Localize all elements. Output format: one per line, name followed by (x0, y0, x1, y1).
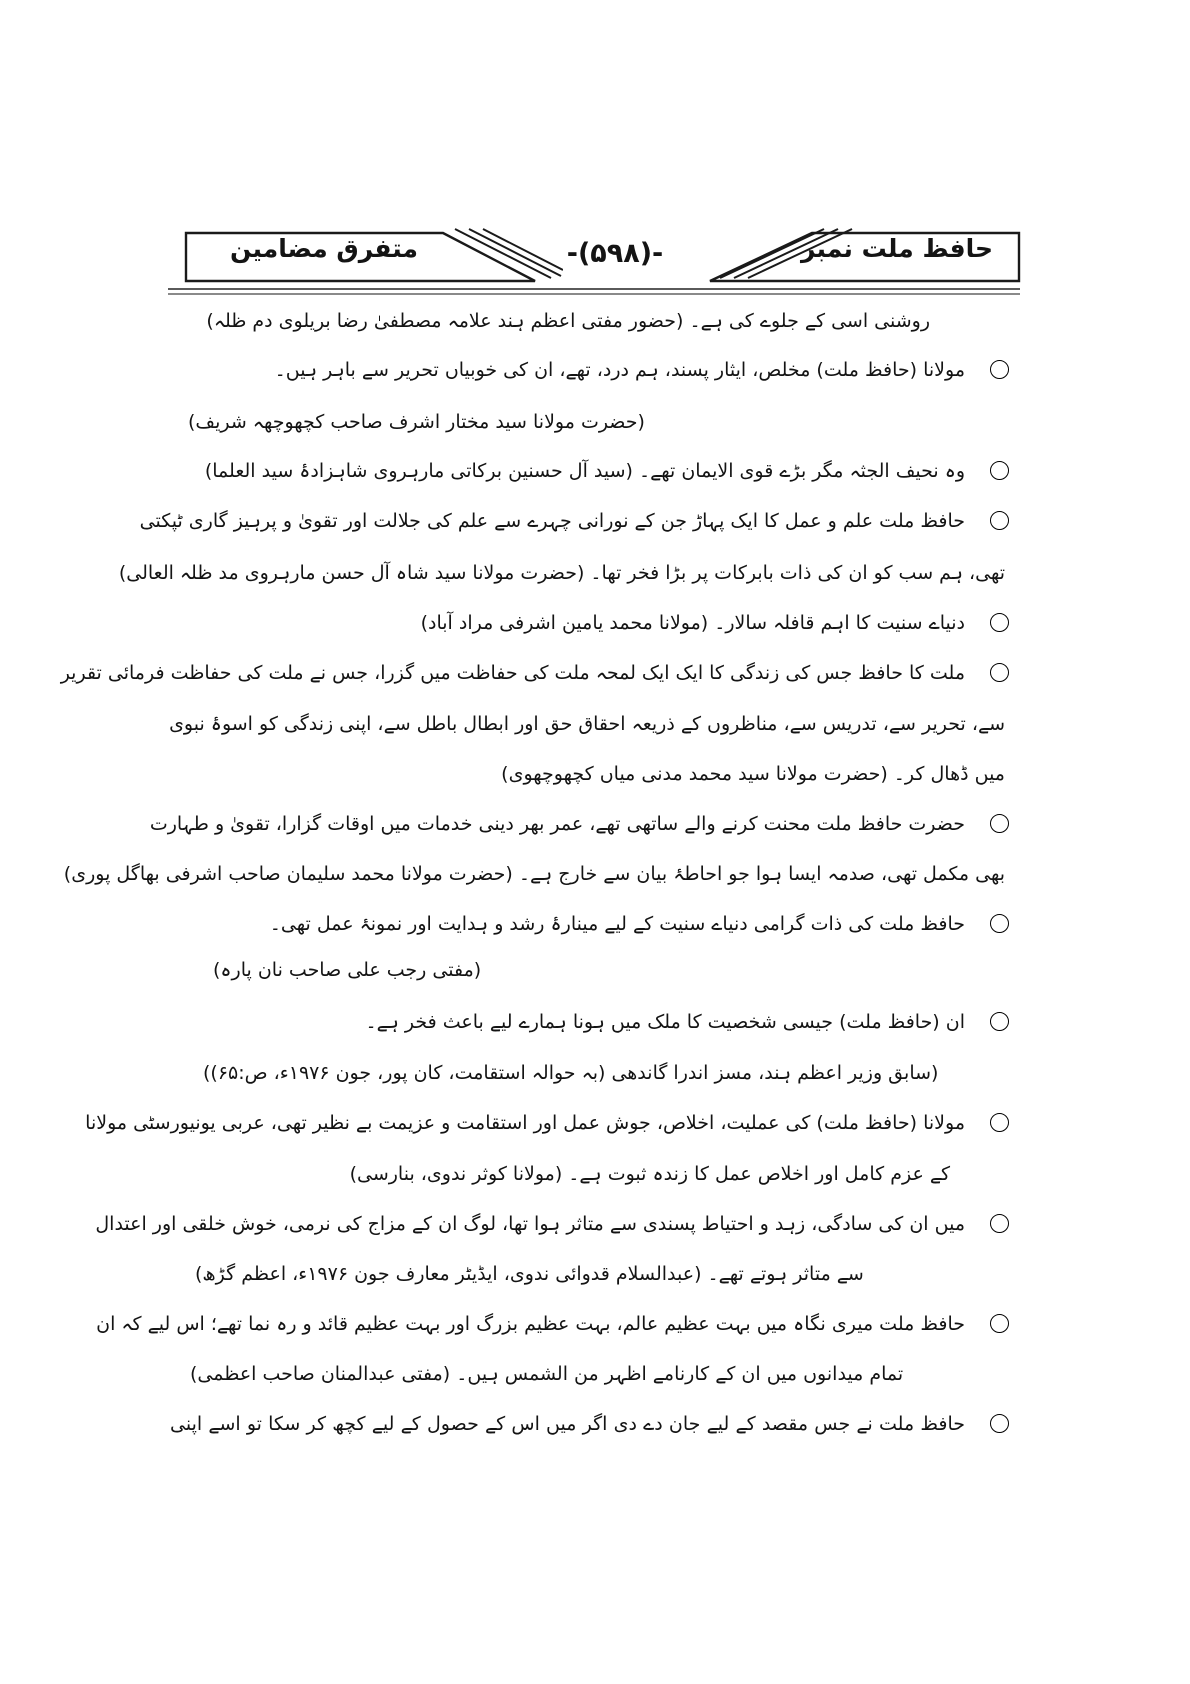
attribution-line: سے متاثر ہوتے تھے۔ (عبدالسلام قدوائی ندوی، ایڈیٹر معارف جون ۱۹۷۶ء، اعظم گڑھ) (195, 1263, 864, 1285)
page-number: -(۵۹۸)- (566, 238, 664, 269)
attribution-line: (حضرت مولانا سید مختار اشرف صاحب کچھوچھہ شریف) (188, 411, 645, 433)
text-line-content: حافظ ملت نے جس مقصد کے لیے جان دے دی اگر میں اس کے حصول کے لیے کچھ کر سکا تو اسے اپنی (170, 1413, 965, 1435)
text-line: بھی مکمل تھی، صدمہ ایسا ہوا جو احاطۂ بیان سے خارج ہے۔ (حضرت مولانا محمد سلیمان صاحب اشرفی بھاگل پوری) (63, 863, 1005, 885)
text-line-content: حافظ ملت کی ذات گرامی دنیاے سنیت کے لیے مینارۂ رشد و ہدایت اور نمونۂ عمل تھی۔ (269, 913, 965, 935)
text-line-content: حضرت حافظ ملت محنت کرنے والے ساتھی تھے، عمر بھر دینی خدمات میں اوقات گزارا، تقویٰ و طہارت (149, 813, 965, 835)
text-line-content: حافظ ملت علم و عمل کا ایک پہاڑ جن کے نورانی چہرے سے علم کی جلالت اور تقویٰ و پرہیز گاری ٹپکتی (139, 510, 965, 532)
attribution-line: تمام میدانوں میں ان کے کارنامے اظہر من الشمس ہیں۔ (مفتی عبدالمنان صاحب اعظمی) (190, 1363, 904, 1385)
text-line-content: وہ نحیف الجثہ مگر بڑے قوی الایمان تھے۔ (سید آل حسنین برکاتی مارہروی شاہزادۂ سید العلما) (204, 460, 965, 482)
bullet-circle-icon (990, 511, 1009, 530)
text-line: روشنی اسی کے جلوے کی ہے۔ (حضور مفتی اعظم ہند علامہ مصطفیٰ رضا بریلوی دم ظلہ) (206, 310, 930, 332)
bullet-circle-icon (990, 1113, 1009, 1132)
bullet-circle-icon (990, 1012, 1009, 1031)
attribution-line: (مفتی رجب علی صاحب نان پارہ) (213, 959, 482, 981)
text-line-content: مولانا (حافظ ملت) کی عملیت، اخلاص، جوش عمل اور استقامت و عزیمت بے نظیر تھی، عربی یونیورسٹی مولانا (85, 1112, 965, 1134)
text-line: سے، تحریر سے، تدریس سے، مناظروں کے ذریعہ احقاق حق اور ابطال باطل سے، اپنی زندگی کو اسوۂ نبوی (169, 713, 1005, 735)
text-line (170, 901, 965, 947)
bullet-circle-icon (990, 814, 1009, 833)
text-line-content: میں ان کی سادگی، زہد و احتیاط پسندی سے متاثر ہوا تھا، لوگ ان کے مزاج کی نرمی، خوش خلقی اور اعتدال (95, 1213, 965, 1235)
bullet-circle-icon (990, 663, 1009, 682)
text-line (170, 448, 965, 494)
header-divider-rule (168, 288, 1020, 295)
text-line (95, 1201, 965, 1247)
text-line-content: ان (حافظ ملت) جیسی شخصیت کا ملک میں ہونا ہمارے لیے باعث فخر ہے۔ (365, 1011, 965, 1033)
bullet-circle-icon (990, 914, 1009, 933)
text-line-content: مولانا (حافظ ملت) مخلص، ایثار پسند، ہم درد، تھے، ان کی خوبیاں تحریر سے باہر ہیں۔ (274, 359, 965, 381)
text-line (85, 1100, 965, 1146)
attribution-line: (سابق وزیر اعظم ہند، مسز اندرا گاندھی (بہ حوالہ استقامت، کان پور، جون ۱۹۷۶ء، ص:۶۵)) (203, 1062, 939, 1084)
header-title-left: متفرق مضامین (230, 234, 418, 263)
text-line-content: حافظ ملت میری نگاہ میں بہت عظیم عالم، بہت عظیم بزرگ اور بہت عظیم قائد و رہ نما تھے؛ اس لیے کہ ان (96, 1313, 965, 1335)
bullet-circle-icon (990, 360, 1009, 379)
text-line (170, 1401, 965, 1447)
text-line (170, 347, 965, 393)
bullet-circle-icon (990, 461, 1009, 480)
text-line: کے عزم کامل اور اخلاص عمل کا زندہ ثبوت ہے۔ (مولانا کوثر ندوی، بنارسی) (349, 1163, 950, 1185)
header-banner-right (662, 228, 1022, 286)
text-line (170, 999, 965, 1045)
text-line (170, 600, 965, 646)
bullet-circle-icon (990, 1314, 1009, 1333)
text-line-content: دنیاے سنیت کا اہم قافلہ سالار۔ (مولانا محمد یامین اشرفی مراد آباد) (420, 612, 965, 634)
text-line-content: ملت کا حافظ جس کی زندگی کا ایک ایک لمحہ ملت کی حفاظت میں گزرا، جس نے ملت کی حفاظت فرمائی تقریر (60, 662, 965, 684)
text-line (96, 1301, 965, 1347)
text-line (149, 801, 965, 847)
text-line: تھی، ہم سب کو ان کی ذات بابرکات پر بڑا فخر تھا۔ (حضرت مولانا سید شاہ آل حسن مارہروی مد ظلہ العالی) (118, 562, 1005, 584)
text-line: میں ڈھال کر۔ (حضرت مولانا سید محمد مدنی میاں کچھوچھوی) (501, 763, 1005, 785)
text-line (60, 650, 965, 696)
bullet-circle-icon (990, 1414, 1009, 1433)
text-line (139, 498, 965, 544)
header-title-right: حافظ ملت نمبر (800, 234, 993, 263)
bullet-circle-icon (990, 1214, 1009, 1233)
bullet-circle-icon (990, 613, 1009, 632)
header-banner-left (183, 228, 563, 286)
